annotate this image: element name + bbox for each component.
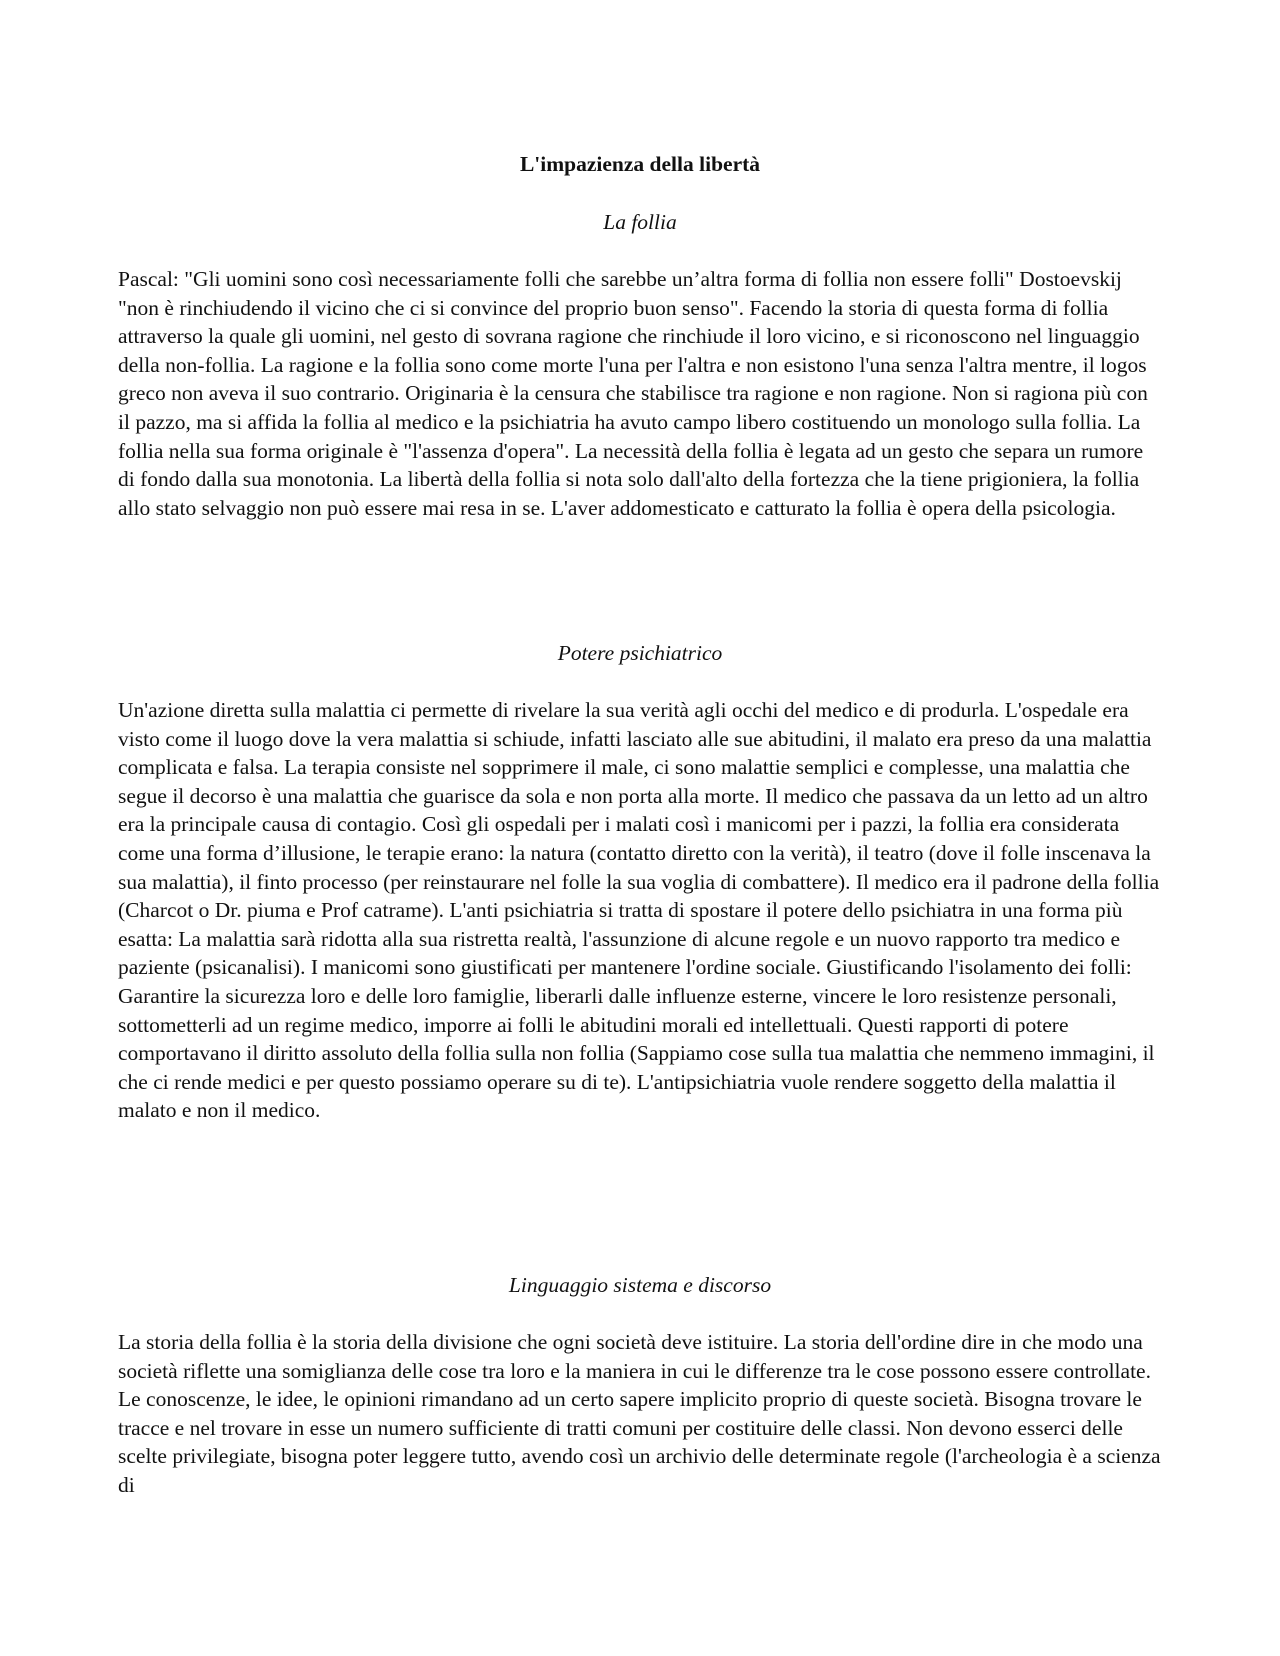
section-body-la-follia: [118, 265, 1162, 522]
paragraph: La storia della follia è la storia della divisione che ogni società deve istituire. La storia dell'ordine dire in che modo una società riflette una somiglianza delle cose tra loro e la maniera in cui le differenze tra le cose possono essere controllate. Le conoscenze, le idee, le opinioni rimandano ad un certo sapere implicito proprio di queste società. Bisogna trovare le tracce e nel trovare in esse un numero sufficiente di tratti comuni per costituire delle classi. Non devono esserci delle scelte privilegiate, bisogna poter leggere tutto, avendo così un archivio delle determinate regole (l'archeologia è a scienza di: [118, 1330, 1161, 1497]
paragraph: Pascal: "Gli uomini sono così necessariamente folli che sarebbe un’altra forma di follia non essere folli" Dostoevskij "non è rinchiudendo il vicino che ci si convince del proprio buon senso". Facendo la storia di questa forma di follia attraverso la quale gli uomini, nel gesto di sovrana ragione che rinchiude il loro vicino, e si riconoscono nel linguaggio della non-follia. La ragione e la follia sono come morte l'una per l'altra e non esistono l'una senza l'altra mentre, il logos greco non aveva il suo contrario. Originaria è la censura che stabilisce tra ragione e non ragione. Non si ragiona più con il pazzo, ma si affida la follia al medico e la psichiatria ha avuto campo libero costituendo un monologo sulla follia. La follia nella sua forma originale è "l'assenza d'opera". La necessità della follia è legata ad un gesto che separa un rumore di fondo dalla sua monotonia. La libertà della follia si nota solo dall'alto della fortezza che la tiene prigioniera, la follia allo stato selvaggio non può essere mai resa in se. L'aver addomesticato e catturato la follia è opera della psicologia.: [118, 267, 1148, 520]
section-body-potere-psichiatrico: [118, 696, 1162, 1125]
section-body-linguaggio-sistema-e-discorso: [118, 1328, 1162, 1500]
section-heading-potere-psichiatrico: Potere psichiatrico: [557, 641, 723, 665]
section-heading-la-follia: La follia: [603, 210, 677, 234]
section-heading-linguaggio-sistema-e-discorso: Linguaggio sistema e discorso: [508, 1273, 772, 1297]
paragraph: Un'azione diretta sulla malattia ci permette di rivelare la sua verità agli occhi del medico e di produrla. L'ospedale era visto come il luogo dove la vera malattia si schiude, infatti lasciato alle sue abitudini, il malato era preso da una malattia complicata e falsa. La terapia consiste nel sopprimere il male, ci sono malattie semplici e complesse, una malattia che segue il decorso è una malattia che guarisce da sola e non porta alla morte. Il medico che passava da un letto ad un altro era la principale causa di contagio. Così gli ospedali per i malati così i manicomi per i pazzi, la follia era considerata come una forma d’illusione, le terapie erano: la natura (contatto diretto con la verità), il teatro (dove il folle inscenava la sua malattia), il finto processo (per reinstaurare nel folle la sua voglia di combattere). Il medico era il padrone della follia (Charcot o Dr. piuma e Prof catrame). L'anti psichiatria si tratta di spostare il potere dello psichiatra in una forma più esatta: La malattia sarà ridotta alla sua ristretta realtà, l'assunzione di alcune regole e un nuovo rapporto tra medico e paziente (psicanalisi). I manicomi sono giustificati per mantenere l'ordine sociale. Giustificando l'isolamento dei folli: Garantire la sicurezza loro e delle loro famiglie, liberarli dalle influenze esterne, vincere le loro resistenze personali, sottometterli ad un regime medico, imporre ai folli le abitudini morali ed intellettuali. Questi rapporti di potere comportavano il diritto assoluto della follia sulla non follia (Sappiamo cose sulla tua malattia che nemmeno immagini, il che ci rende medici e per questo possiamo operare su di te). L'antipsichiatria vuole rendere soggetto della malattia il malato e non il medico.: [118, 698, 1160, 1123]
document-title: L'impazienza della libertà: [519, 152, 761, 176]
